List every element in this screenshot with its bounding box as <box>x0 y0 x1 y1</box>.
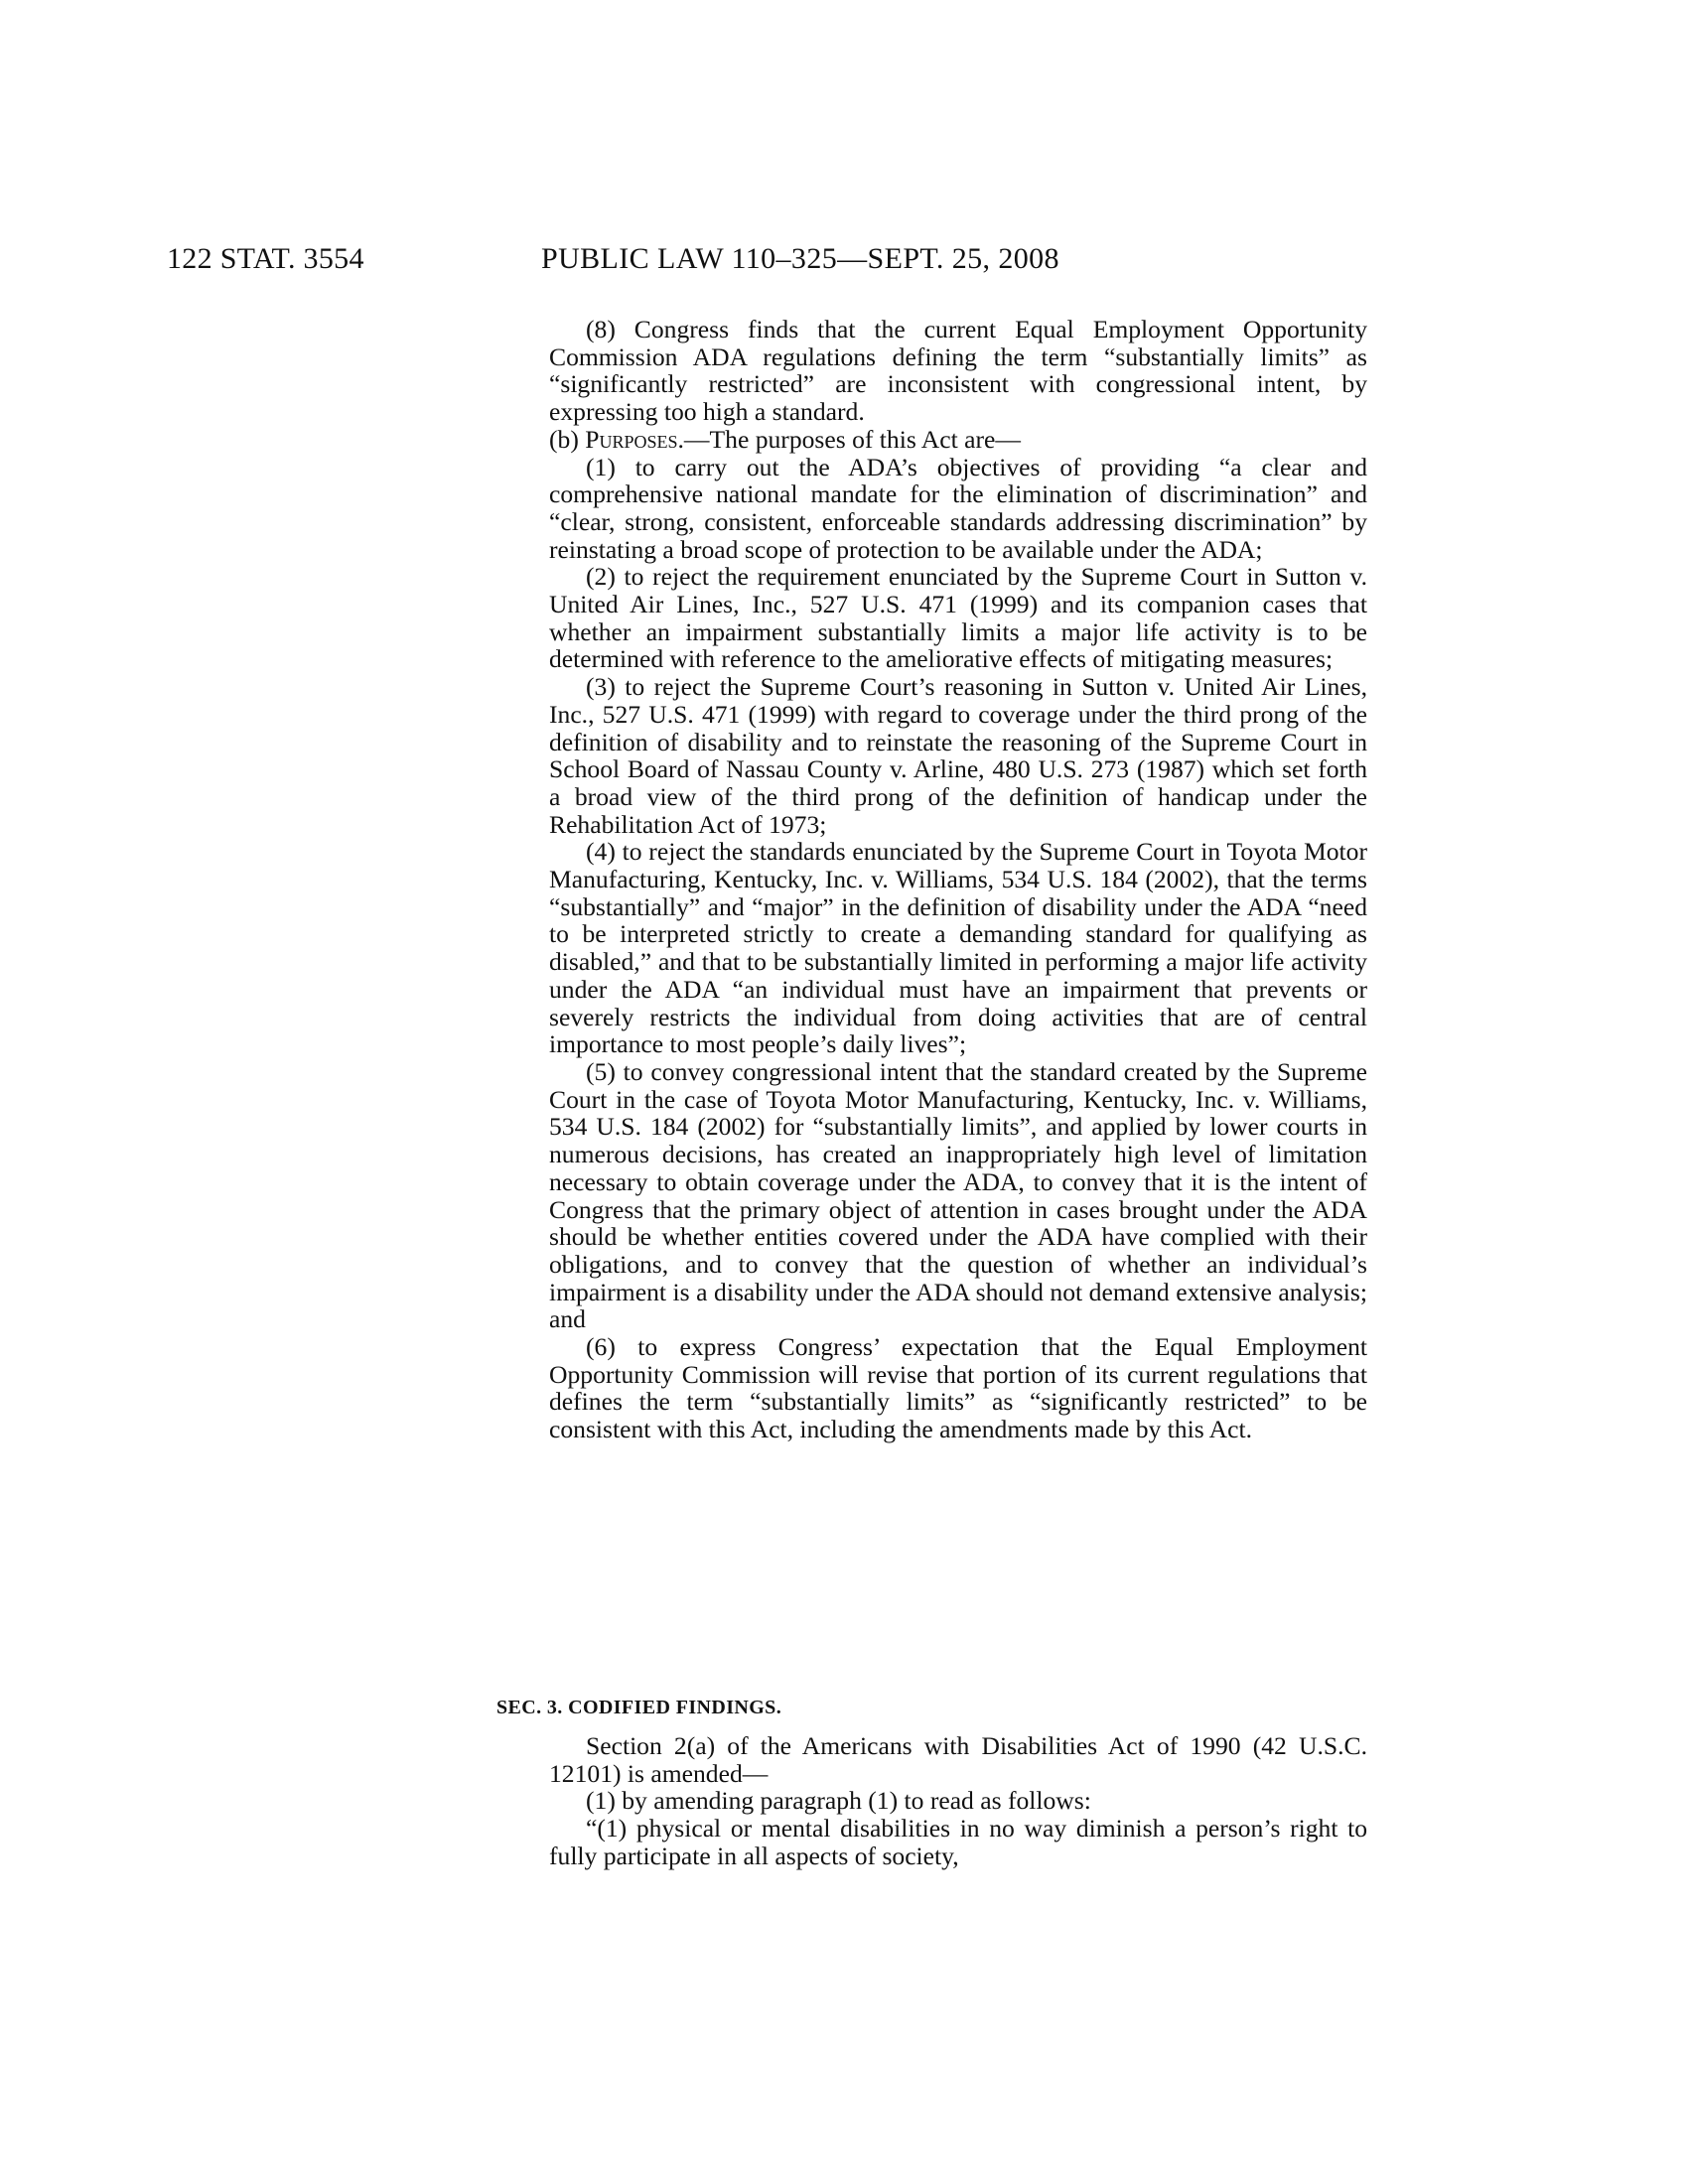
section-3-item-1: (1) by amending paragraph (1) to read as follows: <box>586 1786 1091 1816</box>
running-head-title: PUBLIC LAW 110–325—SEPT. 25, 2008 <box>541 242 1059 275</box>
purpose-item-5: (5) to convey congressional intent that the standard created by the Supreme Court in the case of Toyota Motor Manufacturing, Kentucky, Inc. v. Williams, 534 U.S. 184 (2002) for “substantially limits”, and applied by lower courts in numerous decisions, has created an inappropriately high level of limitation necessary to obtain coverage under the ADA, to convey that it is the intent of Congress that the primary object of attention in cases brought under the ADA should be whether entities covered under the ADA have complied with their obligations, and to convey that the question of whether an individual’s impairment is a disability under the ADA should not demand extensive analysis; and <box>549 1056 1367 1334</box>
purpose-item-2: (2) to reject the requirement enunciated by the Supreme Court in Sutton v. United Air Lines, Inc., 527 U.S. 471 (1999) and its companion cases that whether an impairment substantially limits a major life activity is to be determined with reference to the ameliorative effects of mitigating measures; <box>549 562 1367 674</box>
main-text-column <box>549 316 1367 1443</box>
purpose-item-6: (6) to express Congress’ expectation that the Equal Employment Opportunity Commission will revise that portion of its current regulations that defines the term “substantially limits” as “significantly restricted” to be consistent with this Act, including the amendments made by this Act. <box>549 1332 1367 1444</box>
purpose-item-4: (4) to reject the standards enunciated by the Supreme Court in Toyota Motor Manufacturing, Kentucky, Inc. v. Williams, 534 U.S. 184 (2002), that the terms “substantially” and “major” in the definition of disability under the ADA “need to be interpreted strictly to create a demanding standard for qualifying as disabled,” and that to be substantially limited in performing a major life activity under the ADA “an individual must have an impairment that prevents or severely restricts the individual from doing activities that are of central importance to most people’s daily lives”; <box>549 837 1367 1059</box>
purposes-smallcaps: Purposes <box>585 424 678 454</box>
statute-citation: 122 STAT. 3554 <box>167 242 364 275</box>
codified-findings-text <box>549 1732 1367 1870</box>
finding-paragraph-8: (8) Congress finds that the current Equal Employment Opportunity Commission ADA regulations defining the term “substantially limits” as “significantly restricted” are inconsistent with congressional intent, by expressing too high a standard. <box>549 315 1367 427</box>
purposes-lead <box>549 426 1367 454</box>
purpose-item-3: (3) to reject the Supreme Court’s reasoning in Sutton v. United Air Lines, Inc., 527 U.S. 471 (1999) with regard to coverage under the third prong of the definition of disability and to reinstate the reasoning of the Supreme Court in School Board of Nassau County v. Arline, 480 U.S. 273 (1987) which set forth a broad view of the third prong of the definition of handicap under the Rehabilitation Act of 1973; <box>549 672 1367 839</box>
purpose-item-1: (1) to carry out the ADA’s objectives of providing “a clear and comprehensive national mandate for the elimination of discrimination” and “clear, strong, consistent, enforceable standards addressing discrimination” by reinstating a broad scope of protection to be available under the ADA; <box>549 452 1367 564</box>
page-header <box>0 242 1688 282</box>
section-3-heading: SEC. 3. CODIFIED FINDINGS. <box>496 1697 782 1718</box>
purposes-lead-text: .—The purposes of this Act are— <box>677 424 1021 454</box>
purposes-label: (b) <box>549 424 586 454</box>
section-3-intro: Section 2(a) of the Americans with Disabilities Act of 1990 (42 U.S.C. 12101) is amended— <box>549 1731 1367 1788</box>
section-3-quoted-paragraph: “(1) physical or mental disabilities in no way diminish a person’s right to fully participate in all aspects of society, <box>549 1814 1367 1870</box>
